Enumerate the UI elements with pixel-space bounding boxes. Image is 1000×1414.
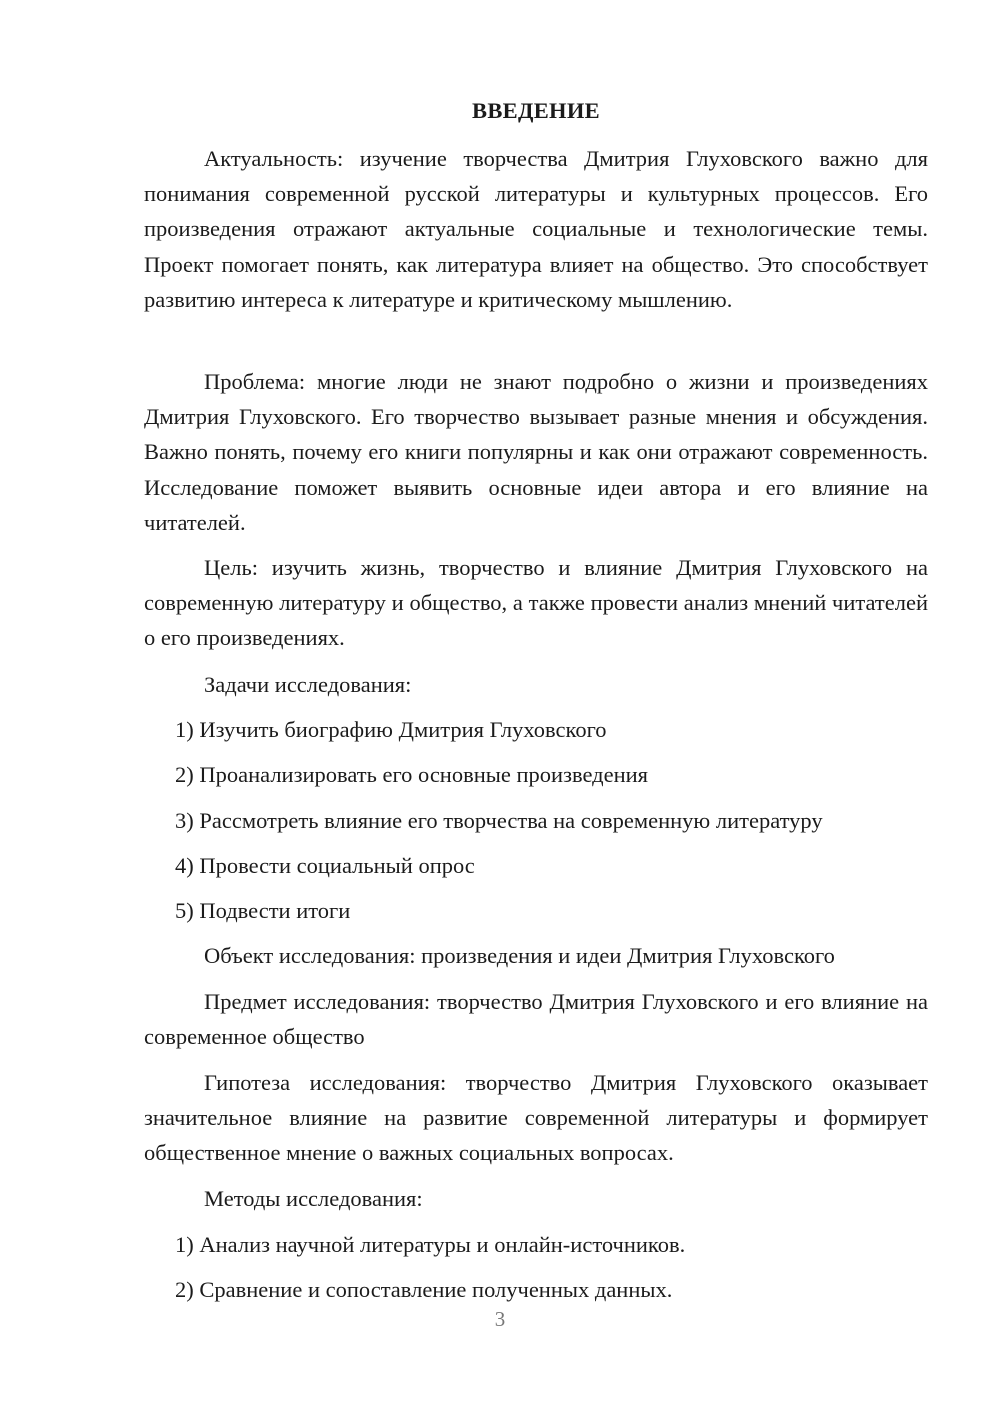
task-item-2: 2) Проанализировать его основные произведения bbox=[175, 762, 649, 787]
task-item-1: 1) Изучить биографию Дмитрия Глуховского bbox=[175, 717, 607, 742]
method-item-1: 1) Анализ научной литературы и онлайн-источников. bbox=[175, 1232, 686, 1257]
relevance-paragraph: Актуальность: изучение творчества Дмитрия Глуховского важно для понимания современной русской литературы и культурных процессов. Его произведения отражают актуальные социальные и технологические темы. Проект помогает понять, как литература влияет на общество. Это способствует развитию интереса к литературе и критическому мышлению. bbox=[144, 146, 928, 312]
page-number: 3 bbox=[494, 1307, 506, 1331]
task-item-3: 3) Рассмотреть влияние его творчества на современную литературу bbox=[175, 808, 823, 833]
tasks-title: Задачи исследования: bbox=[204, 672, 412, 697]
problem-paragraph: Проблема: многие люди не знают подробно о жизни и произведениях Дмитрия Глуховского. Его творчество вызывает разные мнения и обсуждения. Важно понять, почему его книги популярны и как они отражают современность. Исследование поможет выявить основные идеи автора и его влияние на читателей. bbox=[144, 369, 928, 535]
hypothesis-paragraph: Гипотеза исследования: творчество Дмитрия Глуховского оказывает значительное влияние на развитие современной литературы и формирует общественное мнение о важных социальных вопросах. bbox=[144, 1070, 928, 1166]
task-item-4: 4) Провести социальный опрос bbox=[175, 853, 475, 878]
task-item-5: 5) Подвести итоги bbox=[175, 898, 351, 923]
section-heading: ВВЕДЕНИЕ bbox=[472, 98, 600, 123]
goal-paragraph: Цель: изучить жизнь, творчество и влияние Дмитрия Глуховского на современную литературу и общество, а также провести анализ мнений читателей о его произведениях. bbox=[144, 555, 928, 651]
object-paragraph: Объект исследования: произведения и идеи Дмитрия Глуховского bbox=[204, 943, 835, 968]
method-item-2: 2) Сравнение и сопоставление полученных данных. bbox=[175, 1277, 673, 1302]
subject-paragraph: Предмет исследования: творчество Дмитрия Глуховского и его влияние на современное общество bbox=[144, 989, 928, 1050]
methods-title: Методы исследования: bbox=[204, 1186, 423, 1211]
